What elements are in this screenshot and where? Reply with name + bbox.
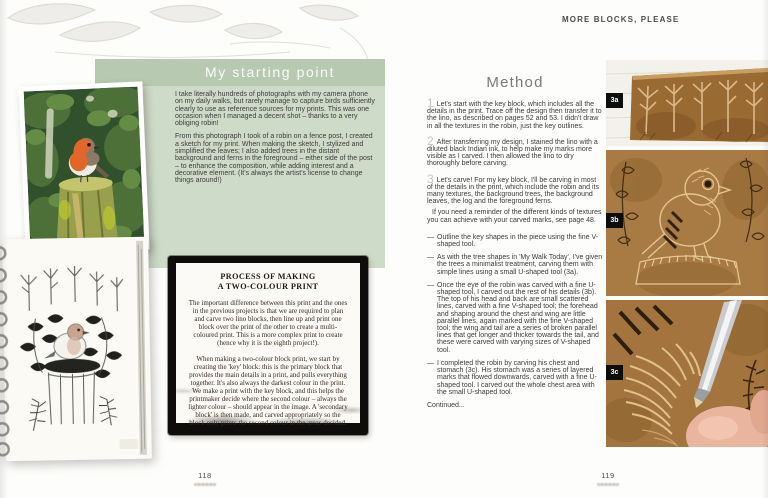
robin-photo (18, 81, 149, 254)
step-number-3: 3 (427, 171, 434, 186)
figure-3b-image (606, 150, 768, 296)
running-head: MORE BLOCKS, PLEASE (562, 15, 680, 24)
process-paragraph-1: The important difference between this print and the ones in the previous projects is that we are required to plan and carve two lino blocks, then line up and print one block over the print of the other to create a multi-coloured print. This is a more complex print to create (hence why it is the eighth project!). (188, 299, 348, 348)
bullet-dash-icon: — (427, 254, 434, 262)
bullet-dash-icon: — (427, 281, 434, 289)
method-bullet-1: — Outline the key shapes in the piece using the fine V-shaped tool. (427, 233, 599, 249)
figure-3a-image (606, 60, 768, 146)
method-step-2: 2 After transferring my design, I stained the lino with a diluted black Indian ink, to help make my marks more visible as I carved. I then allowed the lino to dry thoroughly before carving. (427, 133, 598, 168)
intro-paragraph-2: From this photograph I took of a robin on a fence post, I created a sketch for my print. When making the sketch, I stylized and simplified the leaves; I also added trees in the distant background and ferns in the foreground – either side of the post – to enhance the composition, while adding interest and a decorative element. (It's always the artist's license to change things around!) (175, 133, 373, 185)
folio-ornament (597, 483, 619, 486)
method-bullet-2: — As with the tree shapes in 'My Walk Today', I've given the trees a minimalist treatment, carving them with simple lines using a small U-shaped tool (3a). (427, 254, 603, 276)
method-column (427, 74, 603, 409)
sketchbook-photo (0, 233, 160, 468)
process-box-inner (176, 263, 360, 428)
process-box-title: PROCESS OF MAKING A TWO-COLOUR PRINT (217, 272, 319, 291)
process-paragraph-2: When making a two-colour block print, we start by creating the 'key' block: this is the primary block that provides the main details in a print, and pulls everything together. It's also always the darkest colour in the print. We make a print with the key block, and this helps the printmaker decide where the second colour – always the lighter colour – should appear in the image. A 'secondary block' is then made, and carved appropriately so the block only prints the second colour in the areas decided. (188, 354, 348, 428)
method-step-3-note: If you need a reminder of the different kinds of textures you can achieve with your carved marks, see page 48. (427, 209, 602, 224)
method-title: Method (486, 74, 544, 91)
figure-3c-image (606, 300, 768, 447)
figure-label-3c: 3c (606, 365, 623, 380)
robin-photo-image (24, 87, 145, 250)
figure-label-3b: 3b (606, 213, 623, 228)
page-edge-shadow-left (0, 0, 8, 498)
step-number-2: 2 (427, 133, 434, 148)
method-bullet-3: — Once the eye of the robin was carved with a fine U-shaped tool, I carved out the rest of his details (3b). The top of his head and back are small scattered lines, carved with a fine V-shaped tool; the forehead and shaping around the chest and wing are little parallel lines, again marked with the fine V-shaped tool; the wing and tail are a series of broken parallel lines that get longer and thicker towards the tail, and these were carved with varying sizes of V-shaped tool. (427, 281, 599, 354)
method-bullet-4: — I completed the robin by carving his chest and stomach (3c). His stomach was a series of layered marks that flowed downwards, carved with a fine U-shaped tool. I carved out the whole chest area with the small U-shaped tool. (427, 359, 597, 396)
bullet-dash-icon: — (427, 359, 434, 367)
page-number-left: 118 (185, 471, 225, 486)
continued-note: Continued... (427, 401, 465, 409)
intro-body (175, 91, 377, 191)
figure-3c (606, 300, 768, 447)
folio-ornament (194, 483, 216, 486)
pencil-sketch-decoration (0, 0, 400, 66)
page-number-right: 119 (588, 471, 628, 486)
page-edge-shadow-right (762, 0, 768, 498)
intro-paragraph-1: I take literally hundreds of photographs with my camera phone on my daily walks, but rarely manage to capture birds sufficiently clearly to use as reference sources for my prints. This was one occasion when I managed a decent shot – thanks to a very obliging robin! (175, 91, 375, 128)
step-number-1: 1 (427, 96, 434, 110)
method-step-1: 1 Let's start with the key block, which includes all the details in the print. Trace off the design then transfer it to the lino, as described on pages 52 and 53. I didn't draw in all the textures in the robin, just the key outlines. (427, 96, 602, 130)
figures-column (606, 60, 768, 456)
figure-label-3a: 3a (606, 93, 623, 108)
sketchbook-image (0, 233, 160, 468)
intro-title: My starting point (205, 64, 335, 80)
figure-3a (606, 60, 768, 146)
process-box (168, 256, 368, 435)
bullet-dash-icon: — (427, 233, 434, 241)
figure-3b (606, 150, 768, 296)
method-step-3: 3 Let's carve! For my key block, I'll be carving in most of the details in the print, which include the robin and its many textures, the background trees, the background leaves, the log and the foreground ferns. (427, 171, 599, 206)
